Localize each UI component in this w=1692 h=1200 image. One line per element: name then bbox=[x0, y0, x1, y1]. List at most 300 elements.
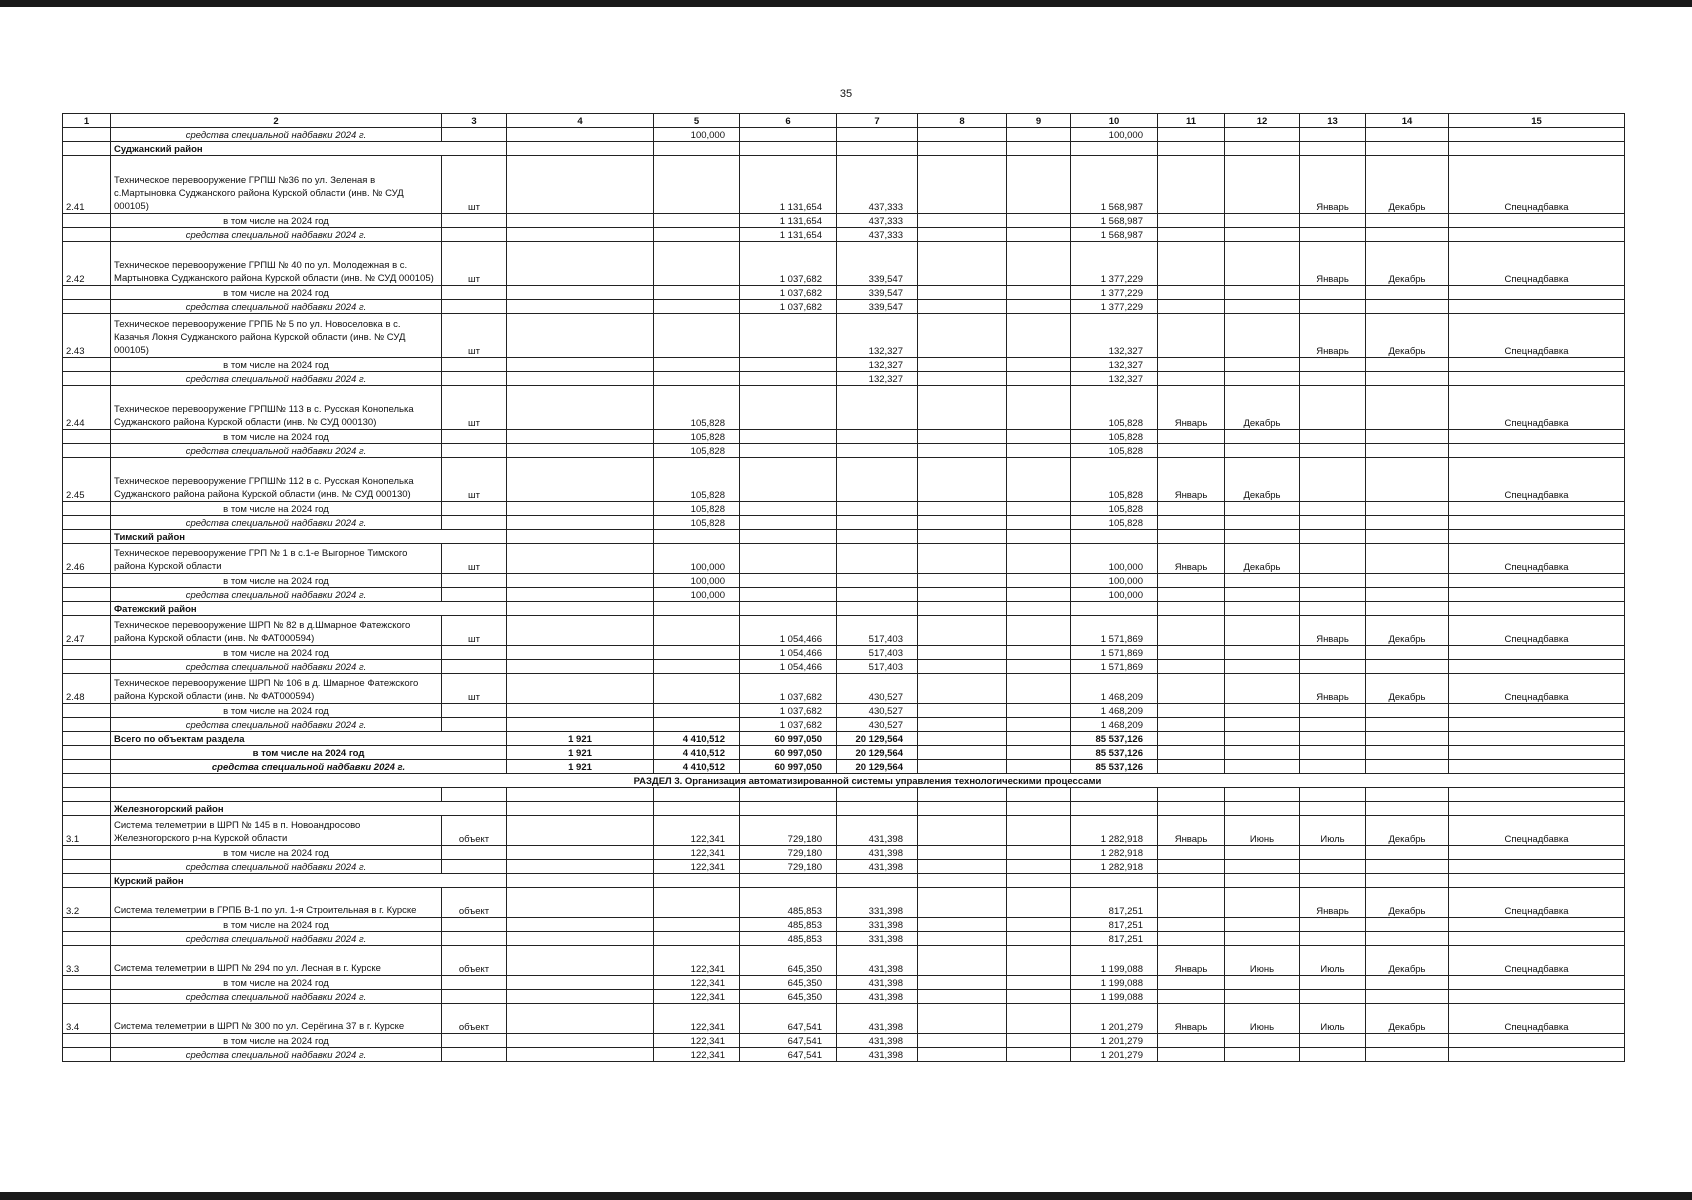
unit-cell bbox=[442, 502, 507, 516]
value-cell bbox=[1158, 860, 1225, 874]
unit-cell bbox=[442, 214, 507, 228]
value-cell bbox=[1158, 746, 1225, 760]
district-row bbox=[63, 874, 1625, 888]
value-cell bbox=[740, 358, 837, 372]
col-header: 4 bbox=[507, 114, 654, 128]
table-cell bbox=[1158, 142, 1225, 156]
value-cell bbox=[918, 156, 1007, 214]
value-cell bbox=[1007, 430, 1071, 444]
table-row-subtotal bbox=[63, 1034, 1625, 1048]
value-cell bbox=[1158, 516, 1225, 530]
value-cell bbox=[1366, 660, 1449, 674]
table-row-subtotal bbox=[63, 588, 1625, 602]
row-number bbox=[63, 990, 111, 1004]
subtotal-label: средства специальной надбавки 2024 г. bbox=[111, 372, 442, 386]
value-cell bbox=[1300, 1048, 1366, 1062]
value-cell: 132,327 bbox=[1071, 372, 1158, 386]
funding-source bbox=[1449, 444, 1625, 458]
value-cell bbox=[1007, 156, 1071, 214]
funding-source bbox=[1449, 228, 1625, 242]
value-cell: Декабрь bbox=[1366, 674, 1449, 704]
col-header: 9 bbox=[1007, 114, 1071, 128]
value-cell bbox=[1225, 616, 1300, 646]
value-cell bbox=[654, 718, 740, 732]
value-cell bbox=[1225, 976, 1300, 990]
value-cell bbox=[1158, 932, 1225, 946]
unit-cell: шт bbox=[442, 544, 507, 574]
total-label: средства специальной надбавки 2024 г. bbox=[111, 760, 507, 774]
col-header: 5 bbox=[654, 114, 740, 128]
col-header: 14 bbox=[1366, 114, 1449, 128]
unit-cell bbox=[442, 646, 507, 660]
table-cell bbox=[1225, 602, 1300, 616]
value-cell bbox=[740, 128, 837, 142]
table-row-subtotal bbox=[63, 646, 1625, 660]
table-cell bbox=[1300, 788, 1366, 802]
value-cell bbox=[1366, 860, 1449, 874]
value-cell bbox=[1158, 976, 1225, 990]
value-cell: 122,341 bbox=[654, 860, 740, 874]
value-cell bbox=[918, 846, 1007, 860]
unit-cell bbox=[442, 588, 507, 602]
value-cell: 1 568,987 bbox=[1071, 156, 1158, 214]
value-cell: 100,000 bbox=[654, 128, 740, 142]
value-cell bbox=[1300, 760, 1366, 774]
value-cell: 105,828 bbox=[654, 502, 740, 516]
value-cell: 645,350 bbox=[740, 990, 837, 1004]
table-row-subtotal bbox=[63, 788, 1625, 802]
value-cell bbox=[507, 1004, 654, 1034]
value-cell bbox=[1007, 544, 1071, 574]
value-cell bbox=[1158, 214, 1225, 228]
value-cell bbox=[1366, 286, 1449, 300]
row-number bbox=[63, 846, 111, 860]
value-cell: 431,398 bbox=[837, 1048, 918, 1062]
value-cell: 1 377,229 bbox=[1071, 286, 1158, 300]
funding-source: Спецнадбавка bbox=[1449, 1004, 1625, 1034]
value-cell bbox=[507, 430, 654, 444]
value-cell bbox=[1366, 846, 1449, 860]
table-row-item bbox=[63, 314, 1625, 358]
unit-cell bbox=[442, 860, 507, 874]
value-cell: 100,000 bbox=[1071, 588, 1158, 602]
table-cell bbox=[63, 874, 111, 888]
value-cell bbox=[918, 372, 1007, 386]
value-cell: 729,180 bbox=[740, 846, 837, 860]
value-cell bbox=[740, 502, 837, 516]
table-row-subtotal bbox=[63, 502, 1625, 516]
value-cell bbox=[507, 458, 654, 502]
value-cell bbox=[654, 646, 740, 660]
value-cell bbox=[918, 458, 1007, 502]
table-cell bbox=[918, 802, 1007, 816]
value-cell: 132,327 bbox=[1071, 314, 1158, 358]
object-name: Техническое перевооружение ШРП № 106 в д. Шмарное Фатежского района Курской области (инв. № ФАТ000594) bbox=[111, 674, 442, 704]
value-cell: Январь bbox=[1158, 544, 1225, 574]
value-cell: 485,853 bbox=[740, 932, 837, 946]
value-cell bbox=[1366, 372, 1449, 386]
value-cell: 1 571,869 bbox=[1071, 616, 1158, 646]
unit-cell: объект bbox=[442, 946, 507, 976]
value-cell: 1 377,229 bbox=[1071, 300, 1158, 314]
value-cell bbox=[1366, 544, 1449, 574]
unit-cell bbox=[442, 574, 507, 588]
value-cell bbox=[507, 816, 654, 846]
subtotal-label: средства специальной надбавки 2024 г. bbox=[111, 128, 442, 142]
value-cell bbox=[507, 704, 654, 718]
value-cell bbox=[1158, 888, 1225, 918]
value-cell bbox=[1366, 588, 1449, 602]
funding-source: Спецнадбавка bbox=[1449, 674, 1625, 704]
value-cell bbox=[1007, 660, 1071, 674]
value-cell: 437,333 bbox=[837, 156, 918, 214]
value-cell: 60 997,050 bbox=[740, 746, 837, 760]
unit-cell bbox=[442, 718, 507, 732]
value-cell: 1 131,654 bbox=[740, 214, 837, 228]
value-cell bbox=[1158, 918, 1225, 932]
value-cell: 647,541 bbox=[740, 1034, 837, 1048]
value-cell: 339,547 bbox=[837, 242, 918, 286]
value-cell bbox=[1366, 458, 1449, 502]
value-cell: Январь bbox=[1300, 616, 1366, 646]
value-cell: 431,398 bbox=[837, 1004, 918, 1034]
table-cell bbox=[654, 602, 740, 616]
row-number bbox=[63, 704, 111, 718]
value-cell bbox=[507, 386, 654, 430]
district-name: Курский район bbox=[111, 874, 507, 888]
table-cell bbox=[1449, 530, 1625, 544]
table-cell bbox=[654, 802, 740, 816]
value-cell bbox=[507, 228, 654, 242]
value-cell bbox=[1366, 358, 1449, 372]
value-cell bbox=[1300, 214, 1366, 228]
table-cell bbox=[740, 142, 837, 156]
value-cell bbox=[507, 516, 654, 530]
value-cell bbox=[507, 1034, 654, 1048]
funding-source: Спецнадбавка bbox=[1449, 314, 1625, 358]
value-cell: 1 571,869 bbox=[1071, 660, 1158, 674]
subtotal-label: средства специальной надбавки 2024 г. bbox=[111, 588, 442, 602]
value-cell: 1 131,654 bbox=[740, 156, 837, 214]
unit-cell bbox=[442, 1034, 507, 1048]
funding-source bbox=[1449, 588, 1625, 602]
value-cell bbox=[1300, 444, 1366, 458]
funding-source: Спецнадбавка bbox=[1449, 458, 1625, 502]
value-cell: 1 199,088 bbox=[1071, 946, 1158, 976]
table-cell bbox=[442, 788, 507, 802]
value-cell: 1 201,279 bbox=[1071, 1004, 1158, 1034]
funding-source bbox=[1449, 918, 1625, 932]
unit-cell bbox=[442, 128, 507, 142]
table-cell bbox=[1225, 788, 1300, 802]
value-cell bbox=[507, 214, 654, 228]
table-cell bbox=[1449, 142, 1625, 156]
value-cell: 20 129,564 bbox=[837, 746, 918, 760]
row-number: 3.1 bbox=[63, 816, 111, 846]
value-cell bbox=[918, 946, 1007, 976]
value-cell: 1 282,918 bbox=[1071, 860, 1158, 874]
value-cell: 100,000 bbox=[654, 588, 740, 602]
object-name: Система телеметрии в ШРП № 294 по ул. Лесная в г. Курске bbox=[111, 946, 442, 976]
value-cell: 20 129,564 bbox=[837, 760, 918, 774]
value-cell: 817,251 bbox=[1071, 932, 1158, 946]
section-title: РАЗДЕЛ 3. Организация автоматизированной системы управления технологическими процессами bbox=[111, 774, 1625, 788]
value-cell bbox=[1225, 1048, 1300, 1062]
value-cell bbox=[1225, 242, 1300, 286]
value-cell bbox=[654, 372, 740, 386]
table-cell bbox=[740, 874, 837, 888]
table-cell bbox=[837, 530, 918, 544]
value-cell bbox=[918, 990, 1007, 1004]
value-cell bbox=[918, 502, 1007, 516]
value-cell bbox=[837, 516, 918, 530]
table-cell bbox=[507, 530, 654, 544]
value-cell bbox=[654, 214, 740, 228]
value-cell bbox=[1007, 314, 1071, 358]
value-cell bbox=[1225, 732, 1300, 746]
table-cell bbox=[837, 788, 918, 802]
value-cell bbox=[1366, 1034, 1449, 1048]
value-cell bbox=[1158, 646, 1225, 660]
funding-source bbox=[1449, 860, 1625, 874]
value-cell bbox=[740, 372, 837, 386]
subtotal-label: в том числе на 2024 год bbox=[111, 846, 442, 860]
unit-cell: шт bbox=[442, 674, 507, 704]
district-name: Суджанский район bbox=[111, 142, 507, 156]
value-cell: 1 282,918 bbox=[1071, 816, 1158, 846]
value-cell: 1 199,088 bbox=[1071, 976, 1158, 990]
value-cell: 729,180 bbox=[740, 816, 837, 846]
value-cell bbox=[1366, 430, 1449, 444]
value-cell bbox=[918, 704, 1007, 718]
value-cell bbox=[507, 616, 654, 646]
row-number bbox=[63, 1048, 111, 1062]
funding-source: Спецнадбавка bbox=[1449, 544, 1625, 574]
subtotal-label: в том числе на 2024 год bbox=[111, 214, 442, 228]
object-name: Техническое перевооружение ГРПШ№ 112 в с. Русская Конопелька Суджанского района района Курской области (инв. № СУД 000130) bbox=[111, 458, 442, 502]
subtotal-label: в том числе на 2024 год bbox=[111, 358, 442, 372]
value-cell: Июль bbox=[1300, 1004, 1366, 1034]
unit-cell bbox=[442, 846, 507, 860]
table-cell bbox=[1225, 142, 1300, 156]
table-cell bbox=[63, 530, 111, 544]
col-header: 1 bbox=[63, 114, 111, 128]
value-cell bbox=[1300, 458, 1366, 502]
value-cell bbox=[1007, 860, 1071, 874]
value-cell bbox=[1007, 732, 1071, 746]
value-cell bbox=[1158, 314, 1225, 358]
value-cell bbox=[1007, 286, 1071, 300]
table-row-subtotal bbox=[63, 990, 1625, 1004]
subtotal-label: в том числе на 2024 год bbox=[111, 430, 442, 444]
value-cell bbox=[654, 228, 740, 242]
value-cell: 105,828 bbox=[1071, 458, 1158, 502]
value-cell: 1 201,279 bbox=[1071, 1048, 1158, 1062]
subtotal-label: средства специальной надбавки 2024 г. bbox=[111, 516, 442, 530]
value-cell bbox=[1225, 286, 1300, 300]
value-cell bbox=[1007, 932, 1071, 946]
table-cell bbox=[1366, 874, 1449, 888]
table-cell bbox=[1007, 602, 1071, 616]
value-cell bbox=[1225, 588, 1300, 602]
value-cell bbox=[1366, 746, 1449, 760]
row-number bbox=[63, 932, 111, 946]
district-name: Фатежский район bbox=[111, 602, 507, 616]
value-cell bbox=[1007, 1034, 1071, 1048]
value-cell bbox=[1158, 372, 1225, 386]
value-cell bbox=[918, 816, 1007, 846]
value-cell bbox=[918, 588, 1007, 602]
table-cell bbox=[740, 788, 837, 802]
value-cell bbox=[1225, 502, 1300, 516]
value-cell: Январь bbox=[1158, 386, 1225, 430]
table-row-subtotal bbox=[63, 660, 1625, 674]
value-cell: Январь bbox=[1300, 242, 1366, 286]
value-cell bbox=[1366, 386, 1449, 430]
table-row-subtotal bbox=[63, 516, 1625, 530]
value-cell: Декабрь bbox=[1366, 1004, 1449, 1034]
value-cell: 105,828 bbox=[654, 386, 740, 430]
value-cell bbox=[1158, 430, 1225, 444]
value-cell bbox=[507, 286, 654, 300]
value-cell bbox=[1007, 214, 1071, 228]
value-cell: 105,828 bbox=[1071, 502, 1158, 516]
value-cell: 105,828 bbox=[1071, 386, 1158, 430]
value-cell bbox=[1225, 990, 1300, 1004]
value-cell: 437,333 bbox=[837, 214, 918, 228]
value-cell bbox=[1300, 1034, 1366, 1048]
unit-cell: объект bbox=[442, 1004, 507, 1034]
value-cell bbox=[918, 430, 1007, 444]
value-cell bbox=[1007, 1004, 1071, 1034]
row-number bbox=[63, 214, 111, 228]
value-cell: Декабрь bbox=[1225, 544, 1300, 574]
subtotal-label: средства специальной надбавки 2024 г. bbox=[111, 860, 442, 874]
value-cell bbox=[1300, 704, 1366, 718]
unit-cell bbox=[442, 660, 507, 674]
value-cell bbox=[1225, 760, 1300, 774]
value-cell bbox=[1300, 646, 1366, 660]
value-cell bbox=[1007, 816, 1071, 846]
value-cell: Июль bbox=[1300, 946, 1366, 976]
table-row-subtotal bbox=[63, 214, 1625, 228]
value-cell: 132,327 bbox=[1071, 358, 1158, 372]
value-cell bbox=[837, 430, 918, 444]
unit-cell bbox=[442, 1048, 507, 1062]
value-cell: 4 410,512 bbox=[654, 732, 740, 746]
table-row-subtotal bbox=[63, 444, 1625, 458]
value-cell bbox=[1007, 946, 1071, 976]
value-cell: 105,828 bbox=[1071, 444, 1158, 458]
value-cell bbox=[740, 516, 837, 530]
value-cell bbox=[507, 300, 654, 314]
value-cell bbox=[1366, 990, 1449, 1004]
value-cell bbox=[1300, 372, 1366, 386]
subtotal-label: в том числе на 2024 год bbox=[111, 286, 442, 300]
row-number bbox=[63, 358, 111, 372]
table-row-item bbox=[63, 242, 1625, 286]
budget-table bbox=[62, 113, 1625, 1062]
value-cell: 1 037,682 bbox=[740, 242, 837, 286]
object-name: Техническое перевооружение ГРПШ № 40 по ул. Молодежная в с. Мартыновка Суджанского района Курской области (инв. № СУД 000105) bbox=[111, 242, 442, 286]
value-cell bbox=[918, 646, 1007, 660]
value-cell bbox=[1158, 846, 1225, 860]
value-cell bbox=[740, 574, 837, 588]
row-number bbox=[63, 372, 111, 386]
table-cell bbox=[837, 802, 918, 816]
row-number: 2.42 bbox=[63, 242, 111, 286]
table-cell bbox=[1007, 802, 1071, 816]
table-cell bbox=[1071, 802, 1158, 816]
value-cell bbox=[654, 314, 740, 358]
scan-border-bottom bbox=[0, 1192, 1692, 1200]
table-cell bbox=[1158, 530, 1225, 544]
value-cell bbox=[1007, 976, 1071, 990]
value-cell bbox=[507, 718, 654, 732]
value-cell: 729,180 bbox=[740, 860, 837, 874]
funding-source bbox=[1449, 646, 1625, 660]
value-cell bbox=[918, 574, 1007, 588]
value-cell bbox=[1158, 242, 1225, 286]
funding-source bbox=[1449, 516, 1625, 530]
table-row-subtotal bbox=[63, 286, 1625, 300]
table-cell bbox=[1449, 788, 1625, 802]
funding-source bbox=[1449, 932, 1625, 946]
value-cell: 430,527 bbox=[837, 718, 918, 732]
value-cell bbox=[1158, 574, 1225, 588]
row-number bbox=[63, 646, 111, 660]
subtotal-label: средства специальной надбавки 2024 г. bbox=[111, 718, 442, 732]
table-cell bbox=[1158, 788, 1225, 802]
value-cell: Июнь bbox=[1225, 1004, 1300, 1034]
funding-source bbox=[1449, 704, 1625, 718]
value-cell bbox=[507, 314, 654, 358]
subtotal-label: средства специальной надбавки 2024 г. bbox=[111, 1048, 442, 1062]
subtotal-label: средства специальной надбавки 2024 г. bbox=[111, 990, 442, 1004]
value-cell bbox=[1300, 746, 1366, 760]
table-cell bbox=[1071, 142, 1158, 156]
value-cell: 1 054,466 bbox=[740, 660, 837, 674]
value-cell bbox=[1300, 990, 1366, 1004]
district-name: Железногорский район bbox=[111, 802, 507, 816]
table-cell bbox=[1158, 802, 1225, 816]
value-cell: 105,828 bbox=[1071, 430, 1158, 444]
value-cell bbox=[507, 242, 654, 286]
value-cell: Июнь bbox=[1225, 816, 1300, 846]
value-cell bbox=[1007, 300, 1071, 314]
value-cell bbox=[507, 128, 654, 142]
value-cell bbox=[1225, 314, 1300, 358]
value-cell bbox=[918, 1004, 1007, 1034]
value-cell: Январь bbox=[1300, 674, 1366, 704]
value-cell bbox=[1366, 760, 1449, 774]
value-cell: 132,327 bbox=[837, 358, 918, 372]
value-cell bbox=[1007, 760, 1071, 774]
table-cell bbox=[1071, 530, 1158, 544]
table-row-subtotal bbox=[63, 704, 1625, 718]
value-cell: 331,398 bbox=[837, 932, 918, 946]
row-number bbox=[63, 300, 111, 314]
unit-cell bbox=[442, 300, 507, 314]
value-cell: 60 997,050 bbox=[740, 760, 837, 774]
value-cell bbox=[1300, 430, 1366, 444]
funding-source bbox=[1449, 990, 1625, 1004]
value-cell bbox=[1225, 372, 1300, 386]
value-cell bbox=[1300, 660, 1366, 674]
table-row-subtotal bbox=[63, 358, 1625, 372]
page-number: 35 bbox=[839, 88, 853, 100]
value-cell: 1 037,682 bbox=[740, 674, 837, 704]
